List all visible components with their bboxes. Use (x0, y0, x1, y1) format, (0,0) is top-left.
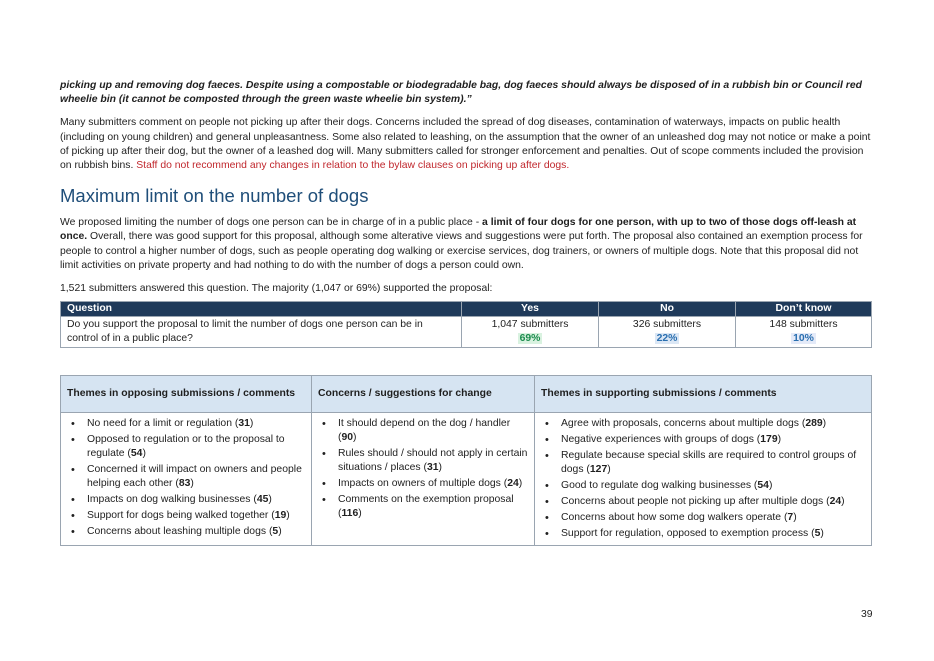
list-item (87, 525, 305, 539)
yes-count: 1,047 submitters (491, 319, 569, 331)
theme-count: 179 (760, 434, 778, 446)
theme-close: ) (286, 510, 290, 522)
list-item (561, 433, 865, 447)
theme-close: ) (358, 508, 362, 520)
list-item (561, 495, 865, 509)
page-content (60, 79, 874, 546)
list-item (87, 417, 305, 431)
no-count: 326 submitters (632, 319, 702, 331)
theme-text: Agree with proposals, concerns about multiple dogs ( (561, 418, 806, 430)
theme-text: Concerned it will impact on owners and people helping each other ( (87, 464, 302, 490)
theme-close: ) (822, 418, 827, 430)
proposal-paragraph (60, 216, 874, 273)
supporting-cell (535, 413, 872, 546)
dont-know-cell (736, 317, 872, 348)
supporting-list (541, 417, 865, 541)
theme-count: 127 (589, 464, 608, 476)
theme-count: 83 (178, 478, 191, 490)
yes-cell (462, 317, 599, 348)
theme-close: ) (607, 464, 611, 476)
list-item (561, 511, 865, 525)
theme-text: Concerns about leashing multiple dogs ( (87, 526, 273, 538)
theme-count: 5 (272, 526, 279, 538)
theme-count: 5 (814, 528, 821, 540)
no-percent: 22% (656, 333, 678, 345)
theme-count: 19 (274, 510, 287, 522)
theme-close: ) (768, 480, 773, 492)
opposing-list (67, 417, 305, 539)
theme-close: ) (268, 494, 272, 506)
list-item (87, 493, 305, 507)
themes-table (60, 375, 872, 546)
page-number: 39 (861, 609, 873, 620)
theme-text: Support for regulation, opposed to exemption process ( (561, 528, 815, 540)
theme-close: ) (518, 478, 523, 490)
quote-paragraph: picking up and removing dog faeces. Despite using a compostable or biodegradable bag, dog faeces should always be disposed of in a rubbish bin or Council red wheelie bin (it cannot be composted through the green waste wheelie bin system).” (60, 80, 862, 106)
theme-text: Concerns about how some dog walkers operate ( (561, 512, 788, 524)
theme-count: 45 (256, 494, 269, 506)
theme-count: 24 (507, 478, 519, 490)
theme-close: ) (353, 432, 357, 444)
yes-percent: 69% (519, 333, 541, 345)
theme-text: It should depend on the dog / handler ( (338, 418, 511, 444)
question-table-header (61, 302, 872, 317)
header-opposing: Themes in opposing submissions / comments (61, 376, 312, 413)
list-item (87, 509, 305, 523)
theme-text: Comments on the exemption proposal ( (338, 494, 514, 520)
list-item (561, 479, 865, 493)
list-item (87, 463, 305, 491)
theme-text: Good to regulate dog walking businesses ( (561, 480, 758, 492)
staff-recommendation: Staff do not recommend any changes in relation to the bylaw clauses on picking up after dogs. (136, 160, 570, 172)
list-item (338, 447, 528, 475)
theme-close: ) (841, 496, 845, 508)
themes-table-header (61, 376, 872, 413)
header-dont-know: Don’t know (736, 302, 872, 317)
theme-text: Rules should / should not apply in certain situations / places ( (338, 448, 528, 474)
opposing-cell (61, 413, 312, 546)
theme-close: ) (142, 448, 146, 460)
theme-text: Impacts on owners of multiple dogs ( (338, 478, 508, 490)
header-question: Question (61, 302, 462, 317)
list-item (561, 527, 865, 541)
theme-text: Support for dogs being walked together ( (87, 510, 275, 522)
theme-close: ) (793, 512, 797, 524)
theme-text: Regulate because special skills are required to control groups of dogs ( (561, 450, 857, 476)
header-yes: Yes (462, 302, 599, 317)
proposal-rest: Overall, there was good support for this proposal, although some alterative views and suggestions were put forth. The proposal also contained an exemption process for people to control a higher number of dogs, such as people operating dog walking or exercise services, dog trainers, or owners of multiple dogs. Note that this proposal did not limit activities on private property and had nothing to do with the number of dogs a person could own. (60, 231, 863, 271)
theme-count: 289 (805, 418, 823, 430)
theme-close: ) (278, 526, 282, 538)
theme-count: 116 (341, 508, 359, 520)
header-concerns: Concerns / suggestions for change (312, 376, 535, 413)
theme-text: Opposed to regulation or to the proposal to regulate ( (87, 434, 285, 460)
question-text: Do you support the proposal to limit the number of dogs one person can be in control of in a public place? (61, 317, 462, 348)
proposal-limit-bold: a limit of four dogs for one person, with up to two of those dogs off-leash at once. (60, 217, 857, 243)
theme-count: 31 (238, 418, 250, 430)
list-item (338, 493, 528, 521)
question-table (60, 301, 872, 348)
theme-count: 54 (757, 480, 769, 492)
theme-text: No need for a limit or regulation ( (87, 418, 239, 430)
dont-know-count: 148 submitters (769, 319, 838, 331)
header-no: No (599, 302, 736, 317)
list-item (338, 477, 528, 491)
header-supporting: Themes in supporting submissions / comments (535, 376, 872, 413)
theme-close: ) (820, 528, 824, 540)
concerns-cell (312, 413, 535, 546)
theme-text: Negative experiences with groups of dogs ( (561, 434, 761, 446)
theme-count: 24 (829, 496, 842, 508)
theme-count: 7 (787, 512, 794, 524)
theme-close: ) (249, 418, 254, 430)
theme-text: Concerns about people not picking up after multiple dogs ( (561, 496, 830, 508)
theme-close: ) (777, 434, 782, 446)
submitters-summary: 1,521 submitters answered this question. The majority (1,047 or 69%) supported the proposal: (60, 283, 493, 295)
table-row (61, 413, 872, 546)
theme-count: 31 (426, 462, 439, 474)
list-item (561, 417, 865, 431)
list-item (561, 449, 865, 477)
theme-count: 90 (341, 432, 354, 444)
table-row (61, 317, 872, 348)
theme-close: ) (190, 478, 194, 490)
theme-text: Impacts on dog walking businesses ( (87, 494, 257, 506)
dog-faeces-paragraph (60, 116, 874, 173)
theme-close: ) (438, 462, 442, 474)
dont-know-percent: 10% (793, 333, 814, 345)
proposal-lead: We proposed limiting the number of dogs one person can be in charge of in a public place - (60, 217, 483, 229)
concerns-list (318, 417, 528, 521)
list-item (338, 417, 528, 445)
section-heading: Maximum limit on the number of dogs (60, 185, 369, 207)
no-cell (599, 317, 736, 348)
dog-faeces-text: Many submitters comment on people not picking up after their dogs. Concerns included the spread of dog diseases, contamination of waterways, impacts on public health (including on young children) and general unpleasantness. Some also related to leashing, on the assumption that the owner of an unleashed dog may not notice or make a point of picking up after their dog, but the owner of a leashed dog will. Many submitters called for stronger enforcement and penalties. Out of scope comments included the provision on rubbish bins. (60, 117, 871, 172)
list-item (87, 433, 305, 461)
theme-count: 54 (130, 448, 143, 460)
